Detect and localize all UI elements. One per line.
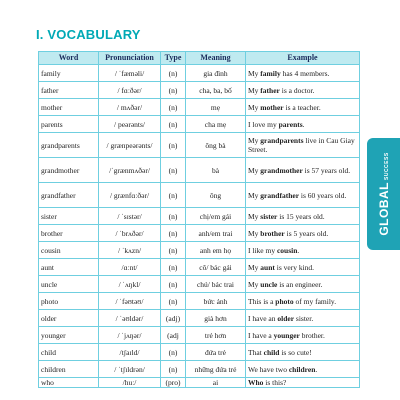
example-text: is so cute!: [279, 347, 312, 357]
meaning-cell: già hơn: [186, 310, 246, 327]
example-text: is an engineer.: [277, 279, 323, 289]
example-keyword: photo: [275, 296, 294, 306]
meaning-cell: bức ảnh: [186, 293, 246, 310]
example-text: I like my: [248, 245, 277, 255]
table-row: [39, 116, 360, 133]
example-text: is a doctor.: [279, 85, 315, 95]
word-cell: younger: [39, 327, 99, 344]
table-row: [39, 133, 360, 158]
example-cell: [246, 82, 360, 99]
word-cell: aunt: [39, 259, 99, 276]
type-cell: (n): [161, 116, 186, 133]
table-row: [39, 208, 360, 225]
example-cell: [246, 378, 360, 388]
meaning-cell: cha mẹ: [186, 116, 246, 133]
header-meaning: Meaning: [186, 52, 246, 65]
example-keyword: parents: [278, 119, 303, 129]
pronunciation-cell: / peərənts/: [99, 116, 161, 133]
example-text: has 4 members.: [280, 68, 330, 78]
meaning-cell: cha, ba, bố: [186, 82, 246, 99]
table-header-row: [39, 52, 360, 65]
type-cell: (n): [161, 344, 186, 361]
word-cell: grandfather: [39, 183, 99, 208]
word-cell: mother: [39, 99, 99, 116]
pronunciation-cell: / grænpeərənts/: [99, 133, 161, 158]
meaning-cell: anh/em trai: [186, 225, 246, 242]
type-cell: (n): [161, 259, 186, 276]
meaning-cell: anh em họ: [186, 242, 246, 259]
example-keyword: sister: [260, 211, 278, 221]
example-text: is this?: [263, 378, 287, 387]
pronunciation-cell: / ˈjʌŋər/: [99, 327, 161, 344]
word-cell: grandmother: [39, 158, 99, 183]
example-cell: [246, 242, 360, 259]
example-keyword: brother: [260, 228, 285, 238]
example-text: is 60 years old.: [299, 190, 347, 200]
table-row: [39, 65, 360, 82]
pronunciation-cell: / ˈtʃɪldrən/: [99, 361, 161, 378]
type-cell: (n): [161, 133, 186, 158]
example-text: I love my: [248, 119, 279, 129]
meaning-cell: mẹ: [186, 99, 246, 116]
pronunciation-cell: / ˈfəʊtəʊ/: [99, 293, 161, 310]
example-cell: [246, 259, 360, 276]
example-text: My: [248, 136, 261, 145]
example-text: My: [248, 190, 261, 200]
type-cell: (n): [161, 361, 186, 378]
pronunciation-cell: / ˈfæməli/: [99, 65, 161, 82]
example-keyword: cousin: [276, 245, 298, 255]
meaning-cell: ai: [186, 378, 246, 388]
pronunciation-cell: / ˈbrʌðər/: [99, 225, 161, 242]
meaning-cell: chị/em gái: [186, 208, 246, 225]
vocabulary-table: [38, 51, 360, 388]
pronunciation-cell: /ˈgrænmʌðər/: [99, 158, 161, 183]
table-row: [39, 183, 360, 208]
word-cell: child: [39, 344, 99, 361]
type-cell: (n): [161, 99, 186, 116]
example-keyword: Who: [248, 378, 264, 387]
side-tab: [367, 138, 400, 250]
example-cell: [246, 183, 360, 208]
word-cell: who: [39, 378, 99, 388]
example-text: This is a: [248, 296, 276, 306]
example-cell: [246, 158, 360, 183]
pronunciation-cell: /ɑːnt/: [99, 259, 161, 276]
table-row: [39, 99, 360, 116]
example-text: is a teacher.: [283, 102, 321, 112]
example-cell: [246, 310, 360, 327]
brand-name: GLOBAL: [376, 182, 391, 236]
table-row: [39, 259, 360, 276]
example-keyword: children: [288, 364, 316, 374]
meaning-cell: đứa trẻ: [186, 344, 246, 361]
meaning-cell: cô/ bác gái: [186, 259, 246, 276]
example-text: I have an: [248, 313, 278, 323]
example-cell: [246, 361, 360, 378]
table-row: [39, 293, 360, 310]
pronunciation-cell: / mʌðər/: [99, 99, 161, 116]
example-cell: [246, 276, 360, 293]
pronunciation-cell: / fɑːðər/: [99, 82, 161, 99]
example-cell: [246, 133, 360, 158]
example-keyword: aunt: [260, 262, 275, 272]
example-text: My: [248, 262, 261, 272]
type-cell: (pro): [161, 378, 186, 388]
example-keyword: uncle: [260, 279, 278, 289]
example-cell: [246, 327, 360, 344]
example-text: My: [248, 211, 261, 221]
example-text: .: [302, 119, 305, 129]
table-row: [39, 158, 360, 183]
pronunciation-cell: /huː/: [99, 378, 161, 388]
word-cell: grandparents: [39, 133, 99, 158]
example-text: My: [248, 68, 261, 78]
word-cell: uncle: [39, 276, 99, 293]
table-row: [39, 378, 360, 388]
pronunciation-cell: / grænfɑːðər/: [99, 183, 161, 208]
pronunciation-cell: / ˈkʌzn/: [99, 242, 161, 259]
word-cell: photo: [39, 293, 99, 310]
example-text: My: [248, 102, 261, 112]
word-cell: brother: [39, 225, 99, 242]
meaning-cell: ông: [186, 183, 246, 208]
meaning-cell: ông bà: [186, 133, 246, 158]
example-keyword: family: [260, 68, 281, 78]
word-cell: father: [39, 82, 99, 99]
example-text: I have a: [248, 330, 274, 340]
pronunciation-cell: / ˈʌŋkl/: [99, 276, 161, 293]
type-cell: (n): [161, 242, 186, 259]
type-cell: (n): [161, 158, 186, 183]
example-text: .: [297, 245, 300, 255]
word-cell: children: [39, 361, 99, 378]
table-body: [39, 65, 360, 388]
example-text: sister.: [294, 313, 314, 323]
example-text: is 57 years old.: [302, 165, 351, 175]
table-row: [39, 361, 360, 378]
type-cell: (n): [161, 293, 186, 310]
table-row: [39, 344, 360, 361]
word-cell: older: [39, 310, 99, 327]
example-cell: [246, 208, 360, 225]
meaning-cell: những đứa trẻ: [186, 361, 246, 378]
example-keyword: grandfather: [260, 190, 300, 200]
example-cell: [246, 293, 360, 310]
pronunciation-cell: / ˈsɪstər/: [99, 208, 161, 225]
example-text: My: [248, 279, 261, 289]
table-row: [39, 310, 360, 327]
example-text: brother.: [299, 330, 325, 340]
example-keyword: grandmother: [260, 165, 303, 175]
example-text: My: [248, 165, 261, 175]
type-cell: (n): [161, 82, 186, 99]
table-row: [39, 82, 360, 99]
example-text: live in Cau Giay Street.: [248, 136, 355, 154]
example-keyword: father: [260, 85, 280, 95]
word-cell: sister: [39, 208, 99, 225]
meaning-cell: gia đình: [186, 65, 246, 82]
type-cell: (n): [161, 225, 186, 242]
type-cell: (n): [161, 65, 186, 82]
table-row: [39, 327, 360, 344]
example-cell: [246, 65, 360, 82]
example-cell: [246, 116, 360, 133]
example-text: is very kind.: [274, 262, 315, 272]
example-text: We have two: [248, 364, 289, 374]
example-cell: [246, 99, 360, 116]
example-text: is 5 years old.: [284, 228, 329, 238]
table-row: [39, 225, 360, 242]
example-text: My: [248, 228, 261, 238]
pronunciation-cell: /tʃaɪld/: [99, 344, 161, 361]
pronunciation-cell: / ˈəʊldər/: [99, 310, 161, 327]
table-row: [39, 242, 360, 259]
header-word: Word: [39, 52, 99, 65]
table-row: [39, 276, 360, 293]
word-cell: parents: [39, 116, 99, 133]
section-title: I. VOCABULARY: [36, 27, 141, 42]
word-cell: cousin: [39, 242, 99, 259]
header-pronunciation: Pronunciation: [99, 52, 161, 65]
example-cell: [246, 344, 360, 361]
example-text: is 15 years old.: [277, 211, 325, 221]
example-keyword: child: [263, 347, 280, 357]
type-cell: (n): [161, 276, 186, 293]
meaning-cell: chú/ bác trai: [186, 276, 246, 293]
header-type: Type: [161, 52, 186, 65]
example-keyword: younger: [273, 330, 300, 340]
example-keyword: grandparents: [260, 136, 304, 145]
meaning-cell: trẻ hơn: [186, 327, 246, 344]
example-text: My: [248, 85, 261, 95]
brand-logo: [375, 152, 393, 235]
example-keyword: mother: [260, 102, 284, 112]
example-cell: [246, 225, 360, 242]
brand-subtitle: SUCCESS: [383, 152, 390, 181]
type-cell: (adj): [161, 310, 186, 327]
example-text: of my family.: [293, 296, 337, 306]
example-text: .: [315, 364, 318, 374]
type-cell: (adj: [161, 327, 186, 344]
word-cell: family: [39, 65, 99, 82]
type-cell: (n): [161, 183, 186, 208]
header-example: Example: [246, 52, 360, 65]
type-cell: (n): [161, 208, 186, 225]
example-keyword: older: [277, 313, 295, 323]
meaning-cell: bà: [186, 158, 246, 183]
example-text: That: [248, 347, 264, 357]
